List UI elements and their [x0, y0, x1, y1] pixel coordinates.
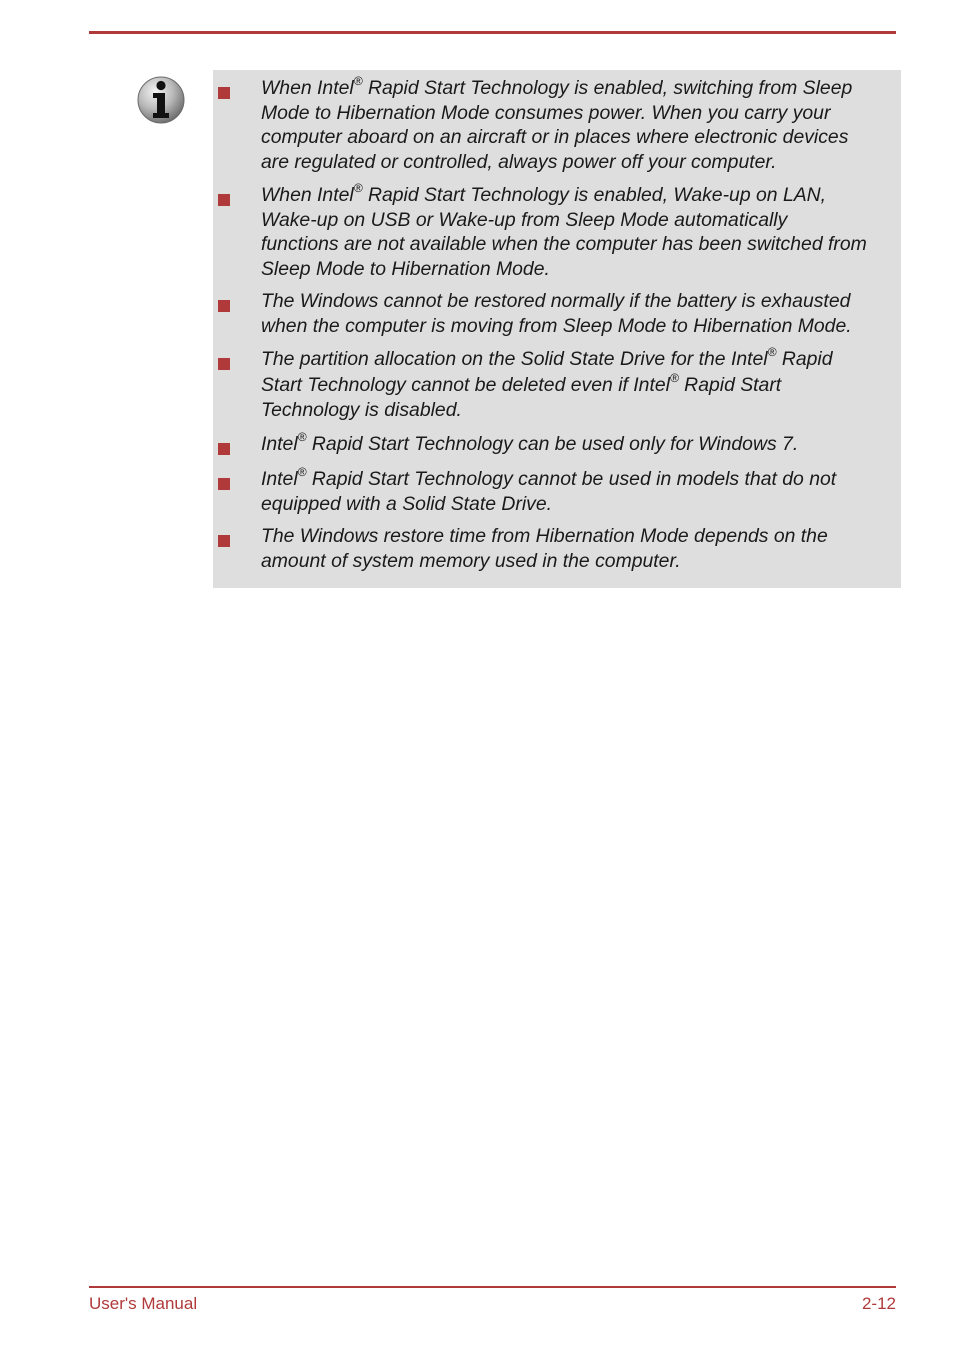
note-line: When Intel® Rapid Start Technology is enabled, Wake-up on LAN, [261, 180, 827, 206]
note-line: The partition allocation on the Solid State Drive for the Intel® Rapid [261, 344, 833, 370]
note-line: Start Technology cannot be deleted even if Intel® Rapid Start [261, 370, 782, 396]
footer-rule [89, 1286, 896, 1288]
note-text [261, 289, 901, 338]
note-line: are regulated or controlled, always power off your computer. [261, 150, 777, 173]
note-line: Sleep Mode to Hibernation Mode. [261, 257, 550, 280]
note-text [261, 464, 901, 516]
note-text [261, 524, 901, 573]
footer-page-number: 2-12 [861, 1294, 896, 1313]
note-text [261, 344, 901, 424]
note-line: Wake-up on USB or Wake-up from Sleep Mode automatically [261, 208, 788, 231]
bullet-marker [218, 300, 230, 312]
note-line: when the computer is moving from Sleep Mode to Hibernation Mode. [261, 314, 852, 337]
note-line: computer aboard on an aircraft or in places where electronic devices [261, 126, 849, 148]
note-line: The Windows restore time from Hibernation Mode depends on the [261, 525, 828, 547]
bullet-marker [218, 478, 230, 490]
note-text [261, 429, 901, 457]
note-line: Mode to Hibernation Mode consumes power. When you carry your [261, 101, 831, 124]
note-text [261, 180, 901, 281]
note-line: Technology is disabled. [261, 399, 462, 421]
bullet-marker [218, 443, 230, 455]
bullet-marker [218, 87, 230, 99]
note-line: equipped with a Solid State Drive. [261, 492, 553, 515]
header-rule [89, 31, 896, 34]
bullet-marker [218, 358, 230, 370]
bullet-marker [218, 535, 230, 547]
footer-manual-title: User's Manual [89, 1294, 198, 1313]
note-line: Intel® Rapid Start Technology can be used only for Windows 7. [261, 429, 799, 455]
note-line: Intel® Rapid Start Technology cannot be used in models that do not [261, 464, 837, 490]
note-line: When Intel® Rapid Start Technology is enabled, switching from Sleep [261, 73, 853, 99]
note-text [261, 73, 901, 174]
note-line: amount of system memory used in the computer. [261, 549, 681, 572]
note-box [213, 70, 901, 588]
info-icon [137, 76, 185, 124]
note-line: The Windows cannot be restored normally if the battery is exhausted [261, 290, 851, 312]
note-line: functions are not available when the computer has been switched from [261, 233, 867, 255]
bullet-marker [218, 194, 230, 206]
